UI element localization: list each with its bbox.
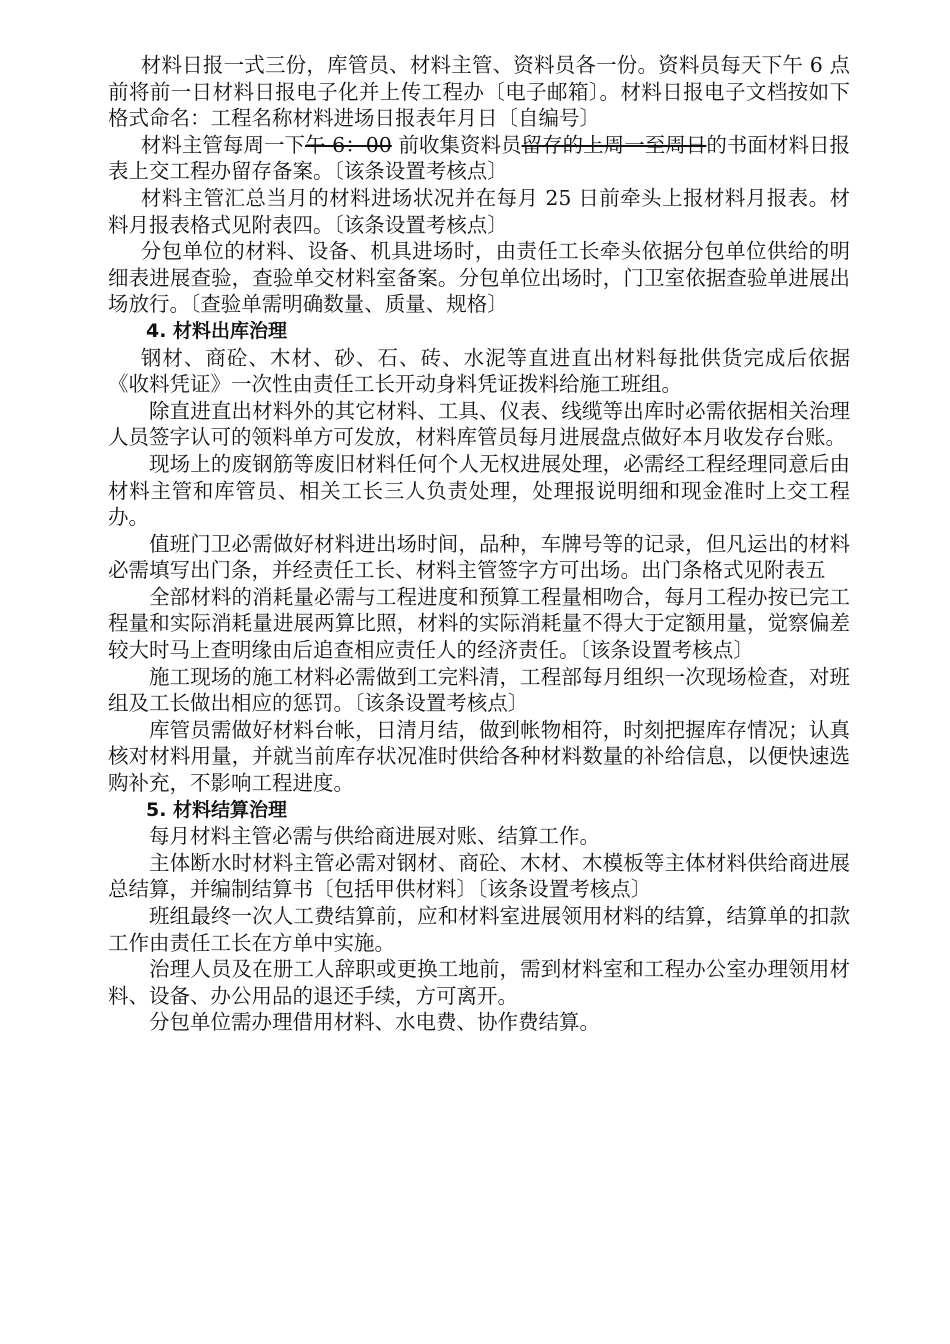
paragraph-monthly-report: 材料主管汇总当月的材料进场状况并在每月 25 日前牵头上报材料月报表。材料月报表格式见附表四。〔该条设置考核点〕 [108, 185, 850, 237]
paragraph-monthly-reconciliation: 每月材料主管必需与供给商进展对账、结算工作。 [149, 824, 600, 849]
paragraph-consumption: 全部材料的消耗量必需与工程进度和预算工程量相吻合，每月工程办按已完工程量和实际消耗量进展两算比照，材料的实际消耗量不得大于定额用量，觉察偏差较大时马上查明缘由后追查相应责任人的经济责任。〔该条设置考核点〕 [108, 584, 850, 663]
paragraph-subcontractor-inspection: 分包单位的材料、设备、机具进场时，由责任工长牵头依据分包单位供给的明细表进展查验，查验单交材料室备案。分包单位出场时，门卫室依据查验单进展出场放行。〔查验单需明确数量、质量、规格〕 [108, 239, 850, 317]
paragraph-waste-materials: 现场上的废钢筋等废旧材料任何个人无权进展处理，必需经工程经理同意后由材料主管和库管员、相关工长三人负责处理，处理报说明细和现金准时上交工程办。 [108, 451, 850, 530]
paragraph-site-cleanup: 施工现场的施工材料必需做到工完料清，工程部每月组织一次现场检查，对班组及工长做出相应的惩罚。〔该条设置考核点〕 [108, 664, 850, 716]
paragraph-daily-report: 材料日报一式三份，库管员、材料主管、资料员各一份。资料员每天下午 6 点前将前一日材料日报电子化并上传工程办〔电子邮箱〕。材料日报电子文档按如下格式命名：工程名称材料进场日报表年月日〔自编号〕 [108, 53, 850, 131]
weekly-text-e: 的书面材料日报表上交工程办留存备案。〔该条设置考核点〕 [108, 132, 851, 184]
paragraph-team-settlement: 班组最终一次人工费结算前，应和材料室进展领用材料的结算，结算单的扣款工作由责任工长在方单中实施。 [108, 904, 850, 955]
paragraph-direct-materials: 钢材、商砼、木材、砂、石、砖、水泥等直进直出材料每批供货完成后依据《收料凭证》一次性由责任工长开动身料凭证拨料给施工班组。 [108, 345, 850, 397]
paragraph-subcontractor-settlement: 分包单位需办理借用材料、水电费、协作费结算。 [149, 1010, 600, 1035]
heading-material-settlement: 5. 材料结算治理 [146, 798, 288, 821]
paragraph-weekly-collection [108, 132, 850, 185]
paragraph-warehouse-ledger: 库管员需做好材料台帐，日清月结，做到帐物相符，时刻把握库存情况；认真核对材料用量，并就当前库存状况准时供给各种材料数量的补给信息，以便快速选购补充，不影响工程进度。 [108, 717, 850, 796]
weekly-text-a: 材料主管每周一下 [140, 132, 306, 157]
heading-material-outbound: 4. 材料出库治理 [146, 319, 288, 342]
weekly-struck-range: 留存的上周一至周日 [521, 132, 707, 157]
paragraph-other-materials: 除直进直出材料外的其它材料、工具、仪表、线缆等出库时必需依据相关治理人员签字认可的领料单方可发放，材料库管员每月进展盘点做好本月收发存台账。 [108, 398, 850, 450]
document-page [108, 52, 850, 1036]
paragraph-gate-records: 值班门卫必需做好材料进出场时间，品种，车牌号等的记录，但凡运出的材料必需填写出门条，并经责任工长、材料主管签字方可出场。出门条格式见附表五 [108, 531, 850, 583]
paragraph-staff-resignation: 治理人员及在册工人辞职或更换工地前，需到材料室和工程办公室办理领用材料、设备、办公用品的退还手续，方可离开。 [108, 957, 850, 1008]
weekly-struck-time: 午 6：00 [305, 132, 392, 157]
weekly-text-c: 前收集资料员 [391, 132, 522, 157]
paragraph-main-settlement: 主体断水时材料主管必需对钢材、商砼、木材、木模板等主体材料供给商进展总结算，并编制结算书〔包括甲供材料〕〔该条设置考核点〕 [108, 850, 850, 902]
